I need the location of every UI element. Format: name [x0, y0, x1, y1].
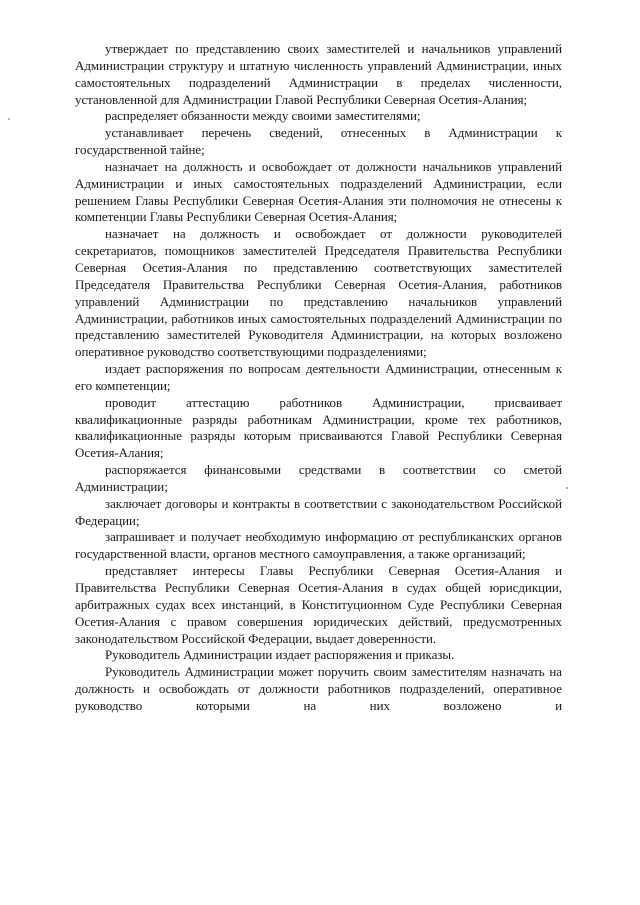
paragraph-represents-interests: представляет интересы Главы Республики Северная Осетия-Алания и Правительства Республики Северная Осетия-Алания в судах общей юрисдикции, арбитражных судах всех инстанций, в Конституционном Суде Республики Северная Осетия-Алания с правом совершения юридических действий, предусмотренных законодательством Российской Федерации, выдает доверенности.	[75, 563, 562, 646]
paragraph-appoints-staff: назначает на должность и освобождает от должности руководителей секретариатов, помощников заместителей Председателя Правительства Республики Северная Осетия-Алания по представлению соответствующих заместителей Председателя Правительства Республики Северная Осетия-Алания, работников управлений Администрации по представлению начальников управлений Администрации, работников иных самостоятельных подразделений Администрации по представлению заместителей Руководителя Администрации, на которых возложено оперативное руководство соответствующими подразделениями;	[75, 226, 562, 360]
paragraph-issues-orders: издает распоряжения по вопросам деятельности Администрации, отнесенным к его компетенции;	[75, 361, 562, 393]
scan-speck	[8, 118, 10, 120]
paragraph-delegation: Руководитель Администрации может поручить своим заместителям назначать на должность и освобождать от должности работников подразделений, оперативное руководство которыми на них возложено и	[75, 664, 562, 713]
paragraph-attestation: проводит аттестацию работников Администрации, присваивает квалификационные разряды работникам Администрации, кроме тех работников, квалификационные разряды которым присваиваются Главой Республики Северная Осетия-Алания;	[75, 394, 562, 461]
paragraph-finances: распоряжается финансовыми средствами в соответствии со сметой Администрации;	[75, 462, 562, 494]
paragraph-appoints-heads: назначает на должность и освобождает от должности начальников управлений Администрации и иных самостоятельных подразделений Администрации, если решением Главы Республики Северная Осетия-Алания эти полномочия не отнесены к компетенции Главы Республики Северная Осетия-Алания;	[75, 158, 562, 225]
paragraph-contracts: заключает договоры и контракты в соответствии с законодательством Российской Федерации;	[75, 495, 562, 528]
paragraph-distributes-duties: распределяет обязанности между своими заместителями;	[105, 108, 421, 124]
paragraph-state-secret: устанавливает перечень сведений, отнесенных в Администрации к государственной тайне;	[75, 125, 562, 158]
document-page	[75, 41, 562, 715]
paragraph-requests-info: запрашивает и получает необходимую информацию от республиканских органов государственной власти, органов местного самоуправления, а также организаций;	[75, 529, 562, 562]
paragraph-head-orders: Руководитель Администрации издает распоряжения и приказы.	[105, 647, 455, 663]
paragraph-approves-structure: утверждает по представлению своих заместителей и начальников управлений Администрации структуру и штатную численность управлений Администрации, иных самостоятельных подразделений Администрации в пределах численности, установленной для Администрации Главой Республики Северная Осетия-Алания;	[75, 41, 562, 107]
scan-speck	[566, 487, 568, 489]
